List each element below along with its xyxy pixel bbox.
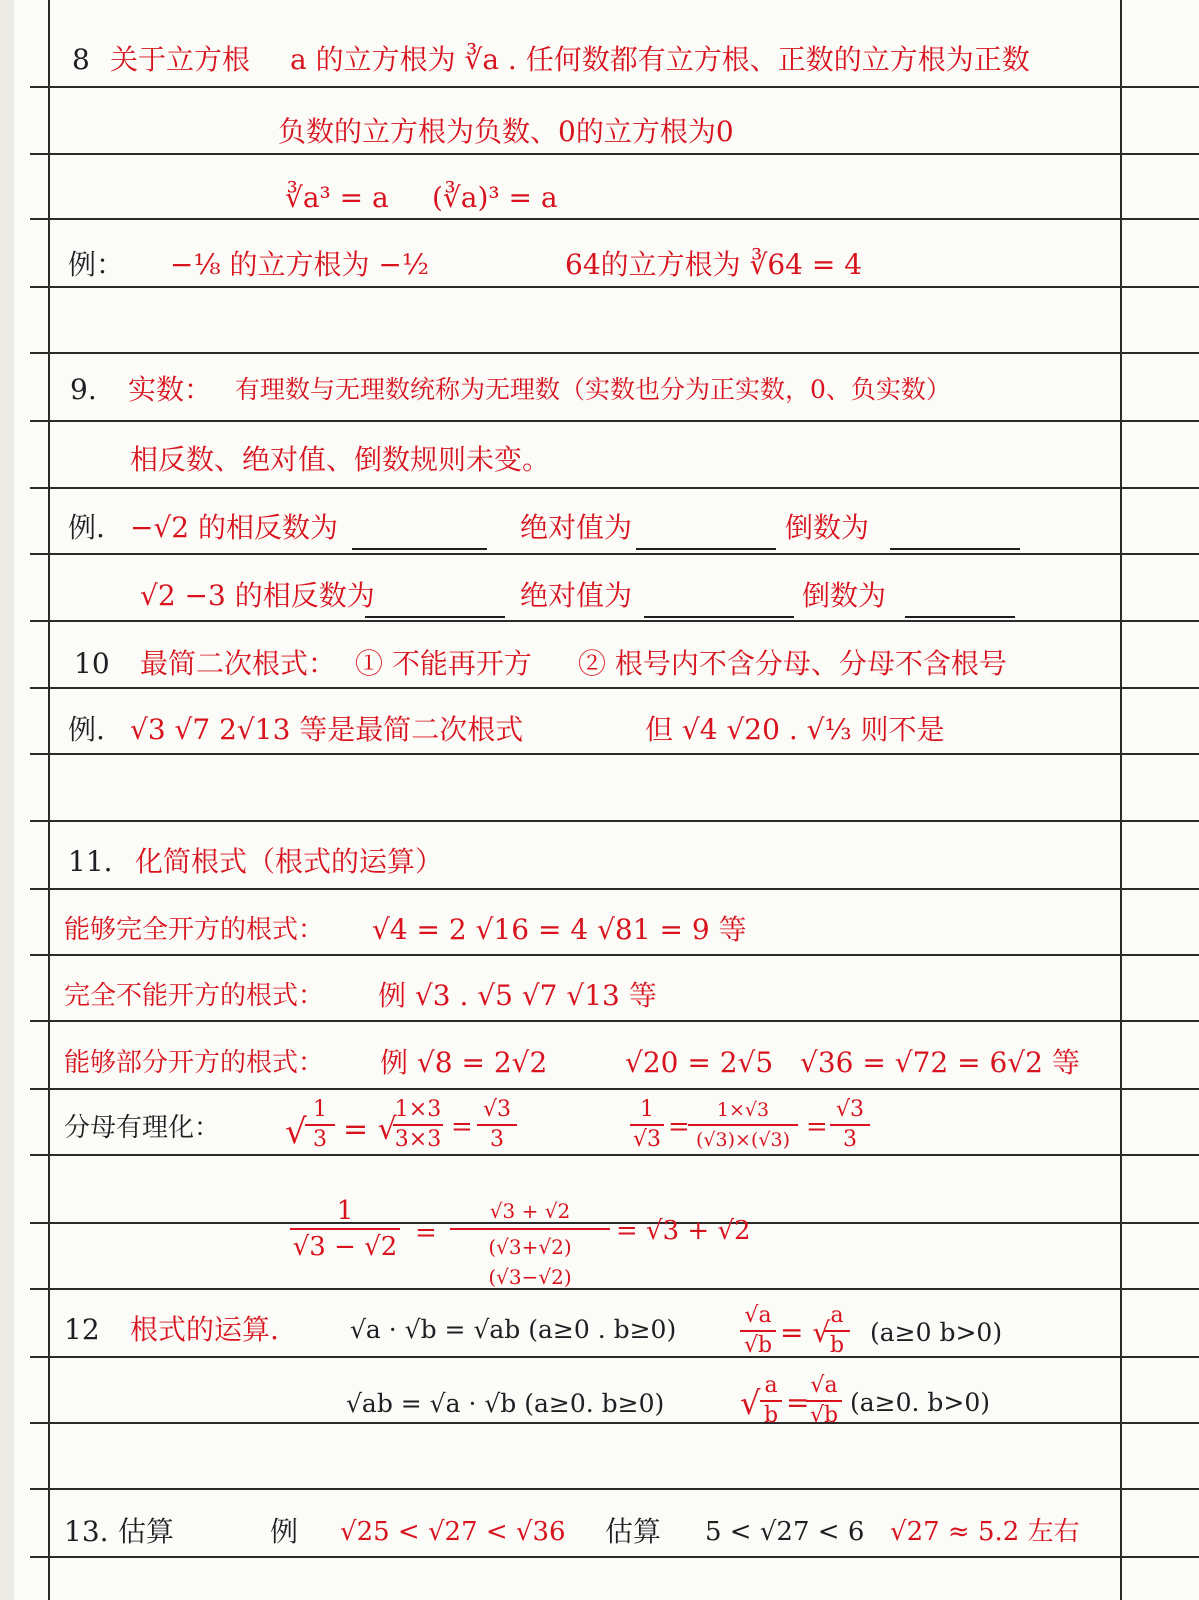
- rationalize-example-1: [285, 1094, 565, 1156]
- example-text: 倒数为: [785, 511, 870, 544]
- formula: (∛a)³ = a: [432, 181, 558, 214]
- equals-radical: = √: [343, 1112, 397, 1147]
- section-title: 根式的运算.: [130, 1313, 279, 1346]
- numerator: 1×3: [394, 1097, 442, 1122]
- section-number: 13.: [64, 1515, 109, 1548]
- denominator: b: [763, 1403, 779, 1428]
- example-text: 但 √4 √20 . √⅓ 则不是: [645, 713, 945, 746]
- section-title: 关于立方根: [110, 43, 251, 76]
- numerator: √a: [810, 1373, 838, 1398]
- example-text: √4 = 2 √16 = 4 √81 = 9 等: [372, 913, 747, 946]
- equals-sign: =: [806, 1112, 828, 1142]
- denominator: 3: [843, 1127, 857, 1152]
- approx-text: √27 ≈ 5.2 左右: [890, 1517, 1080, 1547]
- fraction: [806, 1374, 842, 1428]
- section-title: 估算: [118, 1515, 175, 1548]
- radical-sign: √: [285, 1112, 307, 1152]
- category-label: 能够部分开方的根式：: [64, 1048, 325, 1078]
- ruled-line: [30, 420, 1199, 422]
- ruled-line: [30, 753, 1199, 755]
- fraction: [477, 1098, 517, 1152]
- numerator: √3 + √2: [489, 1199, 571, 1223]
- fraction: [830, 1098, 870, 1152]
- equals-radical: = √: [780, 1316, 831, 1349]
- section-number: 8: [72, 43, 90, 76]
- ruled-line: [30, 352, 1199, 354]
- result-text: = √3 + √2: [616, 1216, 751, 1246]
- ruled-line: [30, 1088, 1199, 1090]
- fraction: [824, 1304, 850, 1358]
- ruled-line: [30, 820, 1199, 822]
- example-label: 例: [270, 1515, 299, 1548]
- ruled-line: [30, 687, 1199, 689]
- fraction: [688, 1098, 798, 1152]
- answer-blank: [636, 510, 776, 550]
- ruled-line: [30, 1154, 1199, 1156]
- ruled-line: [30, 620, 1199, 622]
- formula: √ab = √a · √b (a≥0. b≥0): [346, 1389, 665, 1418]
- ruled-line: [30, 1488, 1199, 1490]
- margin-line-right: [1120, 0, 1122, 1600]
- section-number: 9.: [70, 373, 97, 406]
- example-text: √2 −3 的相反数为: [140, 579, 375, 612]
- answer-blank: [365, 578, 505, 618]
- example-text: √3 √7 2√13 等是最简二次根式: [130, 713, 524, 746]
- section-title: 实数：: [128, 373, 213, 406]
- denominator: 3: [313, 1127, 327, 1152]
- denominator: √b: [809, 1403, 839, 1428]
- ruled-line: [30, 553, 1199, 555]
- numerator: a: [830, 1303, 844, 1328]
- ruled-line: [30, 286, 1199, 288]
- condition-text: ② 根号内不含分母、分母不含根号: [578, 647, 1007, 680]
- equals-sign: =: [415, 1218, 437, 1248]
- answer-blank: [890, 510, 1020, 550]
- binder-edge: [0, 0, 14, 1600]
- denominator: √3: [632, 1127, 661, 1152]
- section-number: 11.: [68, 845, 113, 878]
- denominator: b: [829, 1333, 845, 1358]
- ruled-line: [30, 888, 1199, 890]
- example-text: 64的立方根为 ∛64 = 4: [565, 248, 863, 281]
- equals-sign: =: [668, 1112, 690, 1142]
- denominator: √b: [743, 1333, 773, 1358]
- equals-sign: =: [451, 1112, 473, 1142]
- quotient-rule-1: [740, 1300, 1070, 1362]
- example-text: √25 < √27 < √36: [340, 1517, 566, 1547]
- fraction: [450, 1196, 610, 1292]
- ruled-line: [30, 487, 1199, 489]
- ruled-line: [30, 1288, 1199, 1290]
- answer-blank: [352, 510, 487, 550]
- margin-line-left: [48, 0, 50, 1600]
- fraction: [290, 1196, 400, 1262]
- condition-text: ① 不能再开方: [355, 647, 532, 680]
- category-label: 分母有理化：: [64, 1113, 221, 1143]
- fraction: [760, 1374, 782, 1428]
- numerator: 1×√3: [716, 1099, 770, 1121]
- example-text: 绝对值为: [520, 579, 633, 612]
- example-label: 例：: [68, 248, 125, 281]
- radical-sign: √: [740, 1384, 761, 1422]
- numerator: a: [764, 1373, 778, 1398]
- example-text: √20 = 2√5: [625, 1046, 774, 1079]
- fraction: [305, 1098, 335, 1152]
- numerator: √3: [482, 1097, 511, 1122]
- ruled-line: [30, 1020, 1199, 1022]
- fraction: [393, 1098, 443, 1152]
- estimate-text: 5 < √27 < 6: [705, 1517, 865, 1547]
- quotient-rule-2: [740, 1370, 1070, 1432]
- example-text: 倒数为: [802, 579, 887, 612]
- denominator: (√3)×(√3): [696, 1129, 790, 1151]
- section-number: 12: [64, 1313, 100, 1346]
- definition-text: a 的立方根为 ∛a . 任何数都有立方根、正数的立方根为正数: [290, 43, 1030, 76]
- example-text: −⅛ 的立方根为 −½: [170, 248, 430, 281]
- ruled-line: [30, 153, 1199, 155]
- numerator: √a: [744, 1303, 772, 1328]
- definition-text: 有理数与无理数统称为无理数（实数也分为正实数，0、负实数）: [235, 375, 951, 404]
- denominator: (√3+√2)(√3−√2): [488, 1235, 572, 1289]
- example-text: 例 √8 = 2√2: [380, 1046, 548, 1079]
- fraction: [740, 1304, 776, 1358]
- answer-blank: [905, 578, 1015, 618]
- numerator: 1: [336, 1196, 354, 1226]
- fraction: [630, 1098, 664, 1152]
- example-label: 例.: [68, 713, 105, 746]
- rationalize-example-3: [290, 1196, 770, 1289]
- answer-blank: [644, 578, 794, 618]
- rule-text: 相反数、绝对值、倒数规则未变。: [130, 443, 551, 476]
- category-label: 能够完全开方的根式：: [64, 915, 325, 945]
- denominator: 3: [490, 1127, 504, 1152]
- definition-text: 负数的立方根为负数、0的立方根为0: [278, 115, 734, 148]
- denominator: 3×3: [394, 1127, 442, 1152]
- ruled-line: [30, 218, 1199, 220]
- section-number: 10: [74, 647, 110, 680]
- condition-text: (a≥0. b>0): [850, 1388, 991, 1417]
- numerator: √3: [835, 1097, 864, 1122]
- ruled-line: [30, 954, 1199, 956]
- formula: √a · √b = √ab (a≥0 . b≥0): [350, 1315, 677, 1344]
- example-text: 例 √3 . √5 √7 √13 等: [378, 979, 657, 1012]
- condition-text: (a≥0 b>0): [870, 1318, 1003, 1347]
- example-text: √36 = √72 = 6√2 等: [800, 1046, 1080, 1079]
- ruled-line: [30, 86, 1199, 88]
- example-label: 例.: [68, 511, 105, 544]
- numerator: 1: [313, 1097, 327, 1122]
- estimate-label: 估算: [605, 1515, 662, 1548]
- denominator: √3 − √2: [292, 1232, 398, 1262]
- example-text: 绝对值为: [520, 511, 633, 544]
- rationalize-example-2: [630, 1094, 890, 1156]
- section-title: 化简根式（根式的运算）: [135, 845, 444, 878]
- category-label: 完全不能开方的根式：: [64, 981, 325, 1011]
- ruled-line: [30, 1556, 1199, 1558]
- numerator: 1: [640, 1097, 654, 1122]
- equals-sign: =: [786, 1386, 810, 1419]
- example-text: −√2 的相反数为: [130, 511, 339, 544]
- section-title: 最简二次根式：: [140, 647, 337, 680]
- formula: ∛a³ = a: [285, 181, 389, 214]
